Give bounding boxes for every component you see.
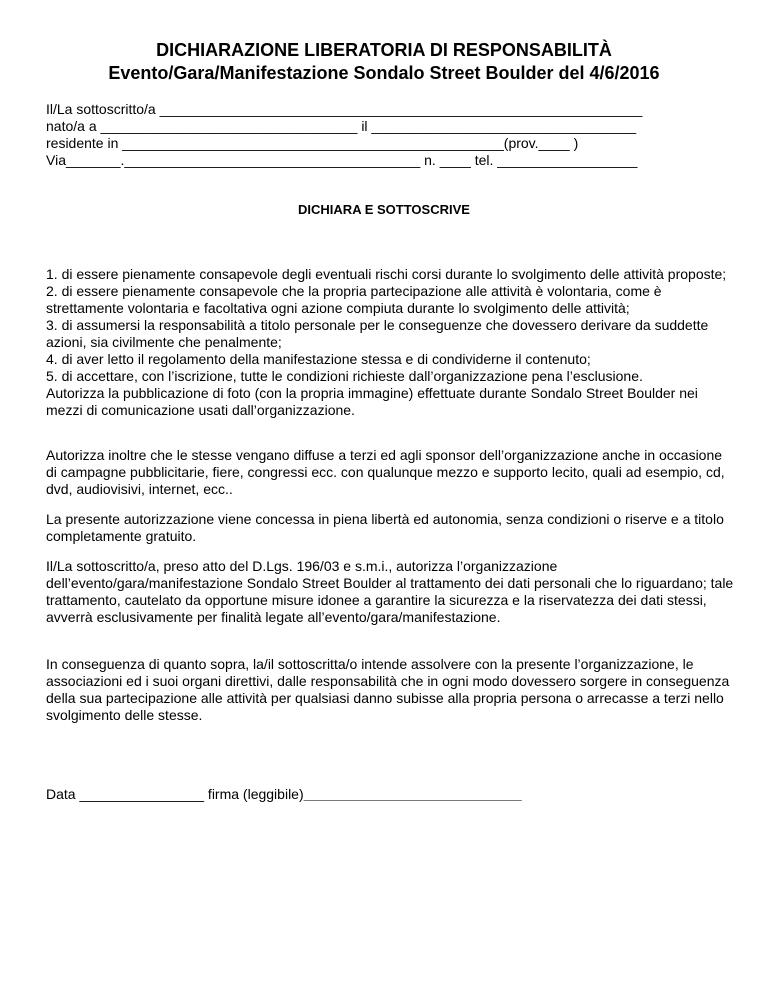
clause-2: 2. di essere pienamente consapevole che la propria partecipazione alle attività è volontaria, come è strettamente volontaria e facoltativa ogni azione compiuta durante lo svolgimento delle attività; — [46, 283, 662, 316]
paragraph-privacy: Il/La sottoscritto/a, preso atto del D.Lgs. 196/03 e s.m.i., autorizza l’organizzazione dell’evento/gara/manifestazione Sondalo Street Boulder al trattamento dei dati personali che lo riguardano; tale trattamento, cautelato da opportune misure idonee a garantire la sicurezza e la riservatezza dei dati stessi, avverrà esclusivamente per finalità legate all’evento/gara/manifestazione. — [46, 558, 734, 625]
signature-row — [46, 786, 522, 803]
clause-3: 3. di assumersi la responsabilità a titolo personale per le conseguenze che dovessero derivare da suddette azioni, sia civilmente che penalmente; — [46, 317, 709, 350]
clauses-block — [46, 266, 736, 419]
paragraph-release: In conseguenza di quanto sopra, la/il sottoscritta/o intende assolvere con la presente l’organizzazione, le associazioni ed i suoi organi direttivi, dalle responsabilità che in ogni modo dovessero sorgere in conseguenza della sua partecipazione alle attività per qualsiasi danno subisse alla propria persona o arrecasse a terzi nello svolgimento delle stesse. — [46, 656, 730, 723]
paragraph-diffusion: Autorizza inoltre che le stesse vengano diffuse a terzi ed agli sponsor dell’organizzazione anche in occasione di campagne pubblicitarie, fiere, congressi ecc. con qualunque mezzo e supporto lecito, quali ad esempio, cd, dvd, audiovisivi, internet, ecc.. — [46, 447, 725, 497]
field-residente: residente in _________________________________________________(prov.____ ) — [46, 135, 579, 151]
paragraph-free-consent: La presente autorizzazione viene concessa in piena libertà ed autonomia, senza condizioni o riserve e a titolo completamente gratuito. — [46, 511, 724, 544]
clause-4: 4. di aver letto il regolamento della manifestazione stessa e di condividerne il contenuto; — [46, 351, 591, 367]
field-nato: nato/a a _________________________________ il __________________________________ — [46, 118, 637, 134]
section-heading: DICHIARA E SOTTOSCRIVE — [298, 202, 470, 217]
field-sottoscritto: Il/La sottoscritto/a ______________________________________________________________ — [46, 101, 643, 117]
document-subtitle: Evento/Gara/Manifestazione Sondalo Street Boulder del 4/6/2016 — [108, 63, 660, 83]
date-signature-label: Data ________________ firma (leggibile) — [46, 786, 304, 802]
clause-1: 1. di essere pienamente consapevole degli eventuali rischi corsi durante lo svolgimento delle attività proposte; — [46, 266, 727, 282]
document-title: DICHIARAZIONE LIBERATORIA DI RESPONSABILITÀ — [156, 40, 612, 60]
photo-authorization: Autorizza la pubblicazione di foto (con la propria immagine) effettuate durante Sondalo Street Boulder nei mezzi di comunicazione usati dall’organizzazione. — [46, 385, 698, 418]
clause-5: 5. di accettare, con l’iscrizione, tutte le condizioni richieste dall’organizzazione pena l’esclusione. — [46, 368, 643, 384]
signature-line: ____________________________ — [303, 786, 522, 802]
field-via: Via_______.______________________________________ n. ____ tel. __________________ — [46, 152, 638, 168]
